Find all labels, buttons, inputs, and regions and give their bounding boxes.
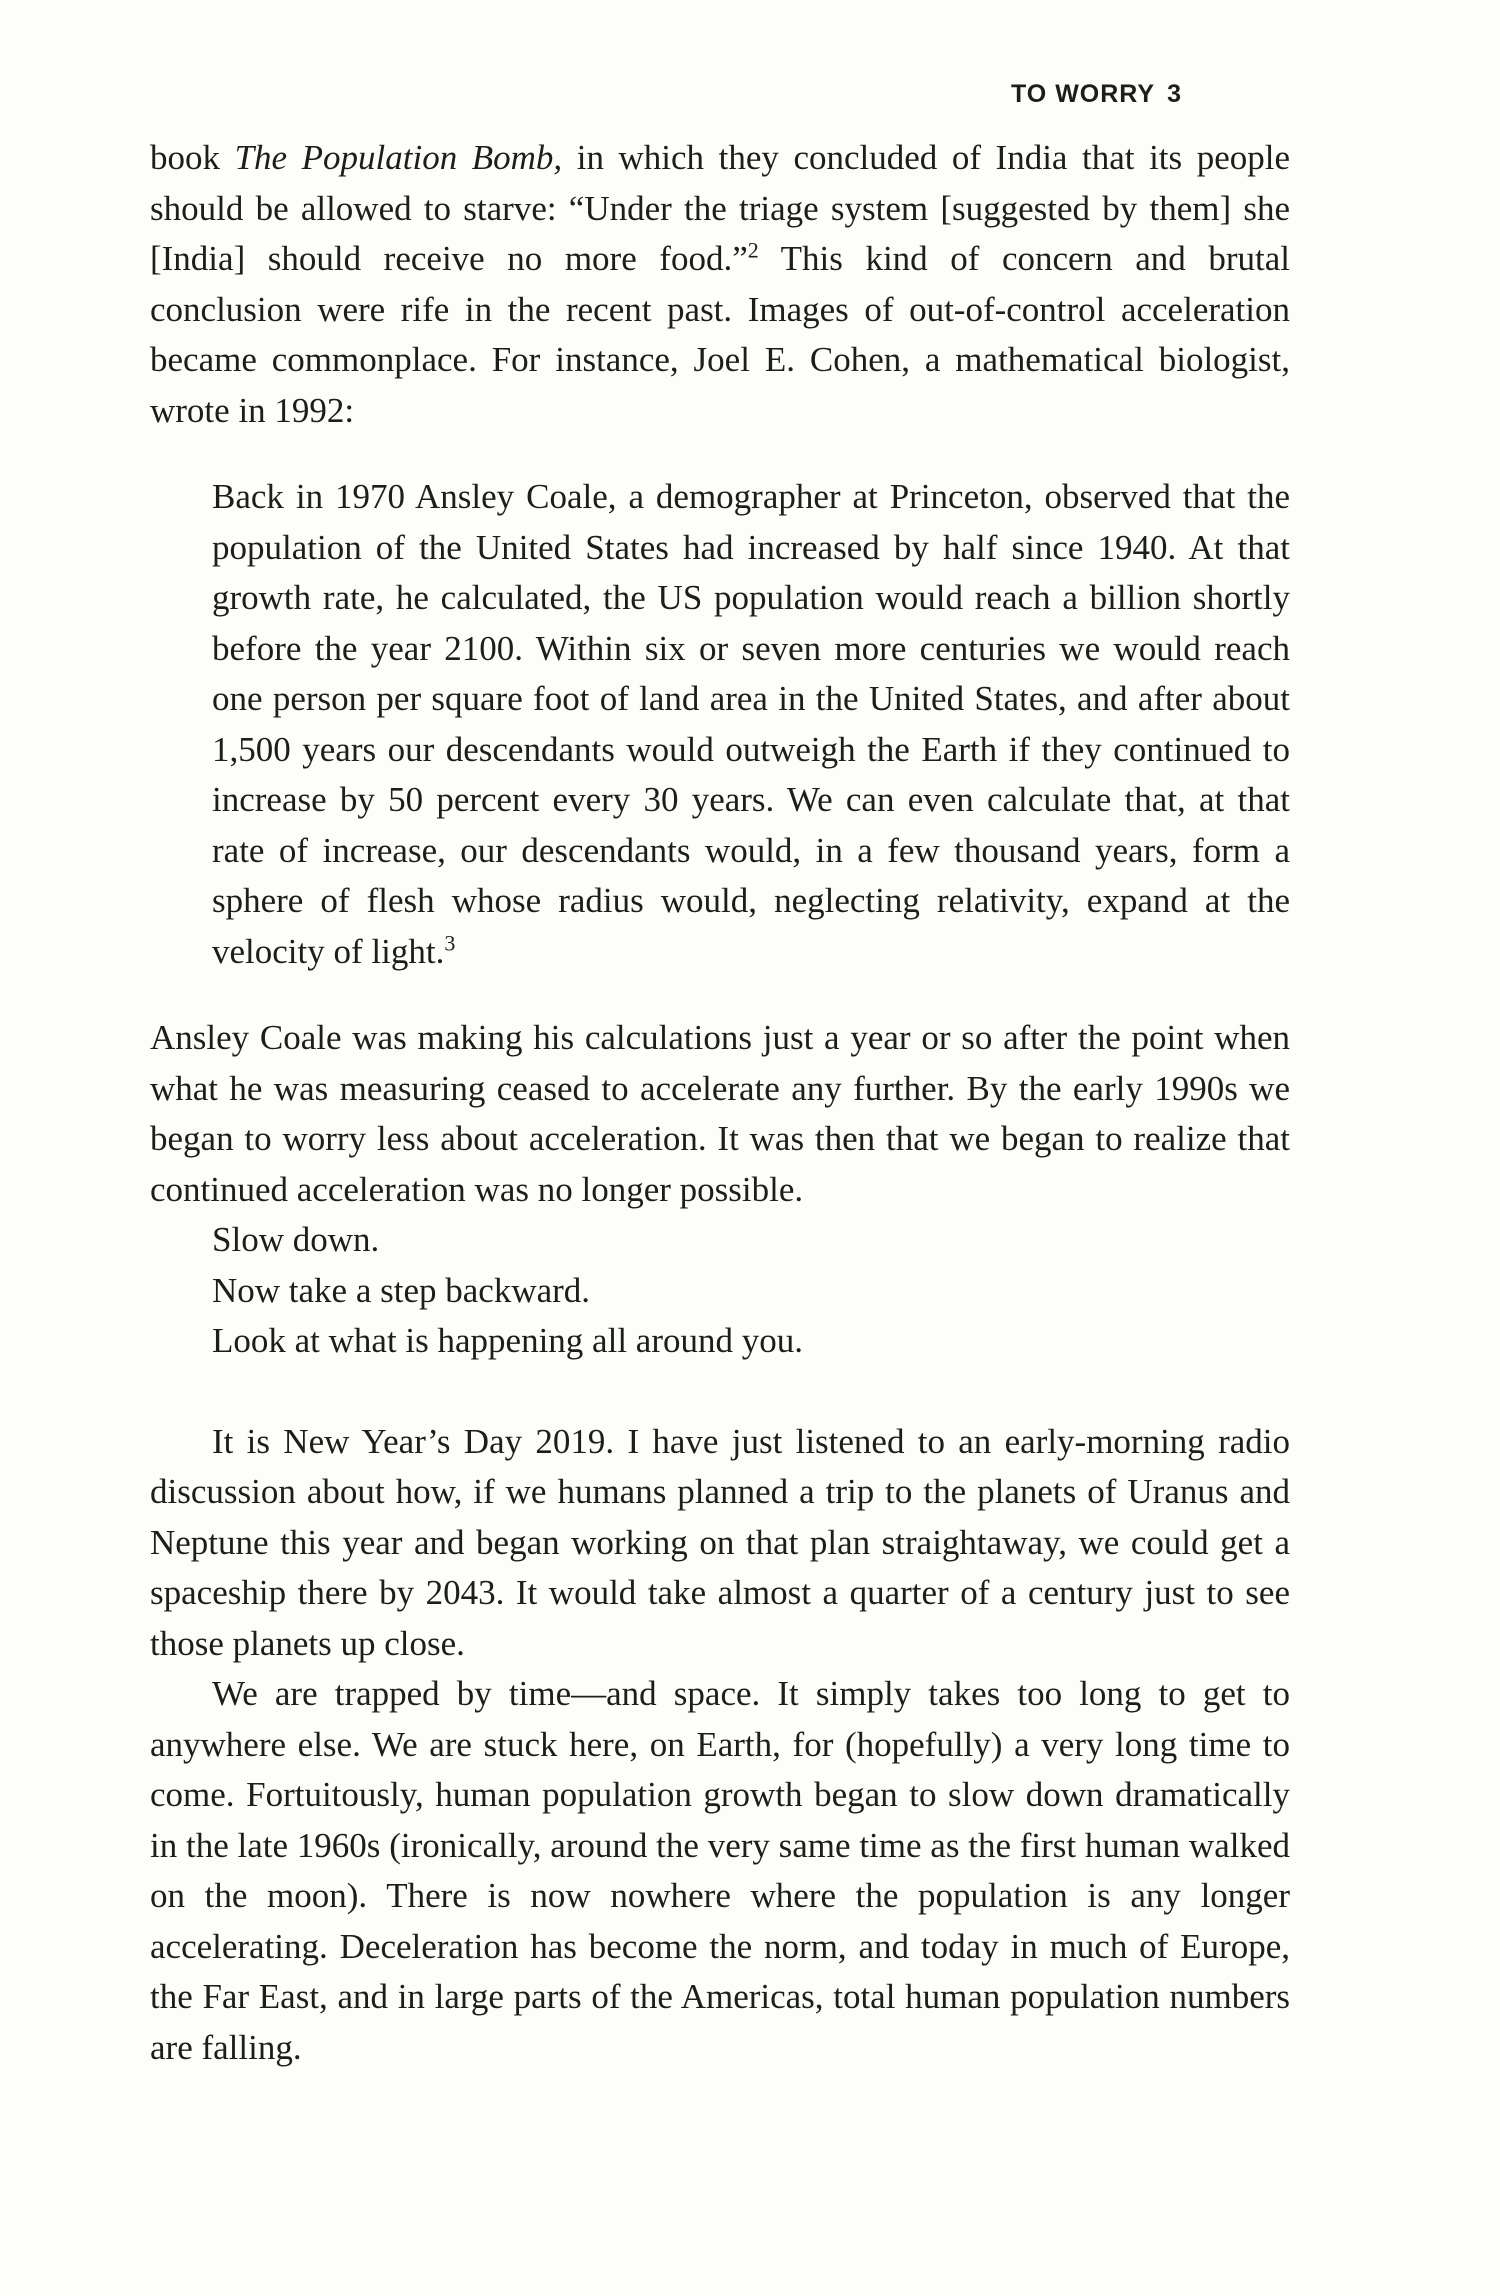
paragraph-3: It is New Year’s Day 2019. I have just listened to an early-morning radio discussion about how, if we humans planned a trip to the planets of Uranus and Neptune this year and began working on that plan straightaway, we could get a spaceship there by 2043. It would take almost a quarter of a century just to see those planets up close. (150, 1421, 1290, 1663)
page-number: 3 (1167, 80, 1182, 108)
block-quote (212, 472, 1290, 977)
block-quote-text: Back in 1970 Ansley Coale, a demographer at Princeton, observed that the population of the United States had increased by half since 1940. At that growth rate, he calculated, the US population would reach a billion shortly before the year 2100. Within six or seven more centuries we would reach one person per square foot of land area in the United States, and after about 1,500 years our descendants would outweigh the Earth if they continued to increase by 50 percent every 30 years. We can even calculate that, at that rate of increase, our descendants would, in a few thousand years, form a sphere of flesh whose radius would, neglecting relativity, expand at the velocity of light. (212, 477, 1290, 971)
footnote-ref-2: 2 (747, 237, 759, 263)
body-text (150, 133, 1290, 2073)
line-slow-down: Slow down. (212, 1220, 380, 1259)
paragraph-1-rest: This kind of concern and brutal conclusion were rife in the recent past. Images of out-of-control acceleration became commonplace. For instance, Joel E. Cohen, a mathematical biologist, wrote in 1992: (150, 239, 1290, 430)
section-break (150, 1367, 1290, 1417)
paragraph-4: We are trapped by time—and space. It simply takes too long to get to anywhere else. We are stuck here, on Earth, for (hopefully) a very long time to come. Fortuitously, human population growth began to slow down dramatically in the late 1960s (ironically, around the very same time as the first human walked on the moon). There is now nowhere where the population is any longer accelerating. Deceleration has become the norm, and today in much of Europe, the Far East, and in large parts of the Americas, total human population numbers are falling. (150, 1674, 1290, 2067)
paragraph-1-quote: in which they concluded of India that its people should be allowed to starve: “Under the triage system [suggested by them] she [India] should receive no more food.” (150, 138, 1291, 278)
paragraph-2: Ansley Coale was making his calculations just a year or so after the point when what he was measuring ceased to accelerate any further. By the early 1990s we began to worry less about acceleration. It was then that we began to realize that continued acceleration was no longer possible. (150, 1018, 1290, 1209)
running-head (1011, 80, 1182, 109)
line-look-around: Look at what is happening all around you. (212, 1321, 803, 1360)
paragraph-1 (150, 133, 1290, 436)
book-title: The Population Bomb, (234, 138, 563, 177)
footnote-ref-3: 3 (444, 929, 456, 955)
paragraph-1-lead: book (150, 138, 235, 177)
running-head-title: TO WORRY (1010, 80, 1156, 108)
line-step-backward: Now take a step backward. (212, 1270, 591, 1310)
